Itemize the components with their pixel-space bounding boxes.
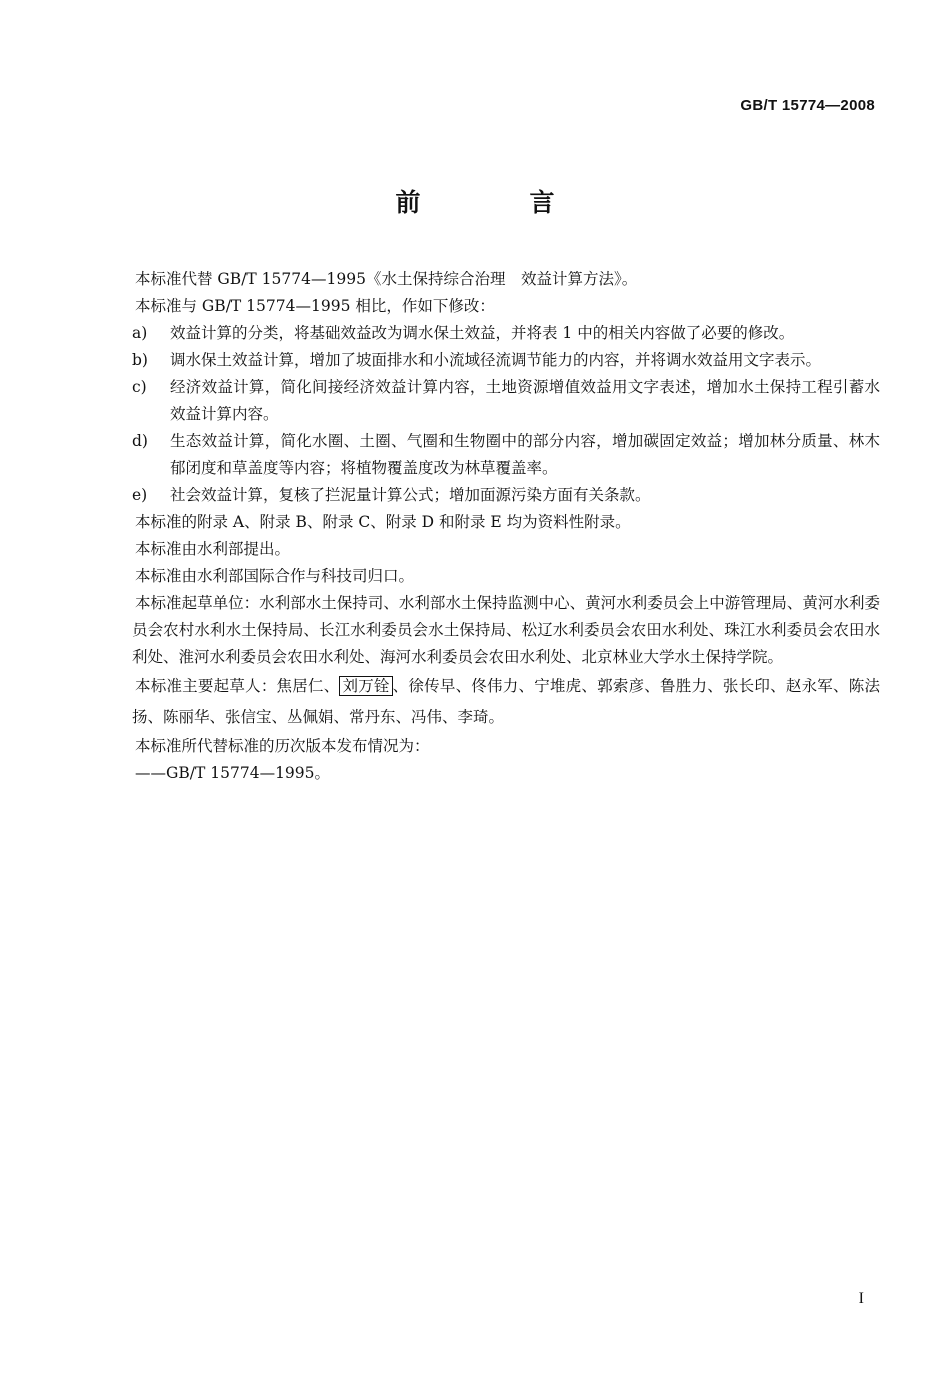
drafting-units: 本标准起草单位：水利部水土保持司、水利部水土保持监测中心、黄河水利委员会上中游管理局、黄河水利委员会农村水利水土保持局、长江水利委员会水土保持局、松辽水利委员会农田水利处、珠江水利委员会农田水利处、淮河水利委员会农田水利处、海河水利委员会农田水利处、北京林业大学水土保持学院。 [132, 594, 880, 666]
change-list [132, 320, 880, 509]
foreword-content [132, 266, 880, 787]
change-item-a [132, 320, 880, 347]
list-marker: c) [132, 378, 147, 396]
drafters-suffix: 、徐传早、佟伟力、宁堆虎、郭索彦、鲁胜力、张长印、赵永军、陈法扬、陈丽华、张信宝、丛佩娟、常丹东、冯伟、李琦。 [132, 677, 880, 726]
appendix-statement: 本标准的附录 A、附录 B、附录 C、附录 D 和附录 E 均为资料性附录。 [135, 513, 631, 531]
change-item-b [132, 347, 880, 374]
list-text: 经济效益计算，简化间接经济效益计算内容，土地资源增值效益用文字表述，增加水土保持工程引蓄水效益计算内容。 [170, 378, 880, 423]
drafters-statement [132, 671, 880, 733]
page-title: 前 言 [395, 188, 597, 217]
list-text: 效益计算的分类，将基础效益改为调水保土效益，并将表 1 中的相关内容做了必要的修改。 [170, 324, 795, 342]
replace-statement: 本标准代替 GB/T 15774—1995《水土保持综合治理 效益计算方法》。 [135, 270, 638, 288]
change-item-d [132, 428, 880, 482]
centralized-statement: 本标准由水利部国际合作与科技司归口。 [135, 567, 415, 585]
list-text: 社会效益计算，复核了拦泥量计算公式；增加面源污染方面有关条款。 [170, 486, 651, 504]
change-item-e [132, 482, 880, 509]
history-title: 本标准所代替标准的历次版本发布情况为： [135, 737, 430, 755]
list-marker: a) [132, 324, 148, 342]
proposer-statement: 本标准由水利部提出。 [135, 540, 291, 558]
comparison-statement: 本标准与 GB/T 15774—1995 相比，作如下修改： [135, 297, 495, 315]
list-text: 生态效益计算，简化水圈、土圈、气圈和生物圈中的部分内容，增加碳固定效益；增加林分质量、林木郁闭度和草盖度等内容；将植物覆盖度改为林草覆盖率。 [170, 432, 880, 477]
list-marker: b) [132, 351, 148, 369]
boxed-name: 刘万铨 [339, 676, 392, 696]
drafters-prefix: 本标准主要起草人：焦居仁、 [135, 677, 340, 695]
page-number: I [858, 1290, 864, 1307]
change-item-c [132, 374, 880, 428]
list-marker: e) [132, 486, 148, 504]
list-marker: d) [132, 432, 148, 450]
list-text: 调水保土效益计算，增加了坡面排水和小流域径流调节能力的内容，并将调水效益用文字表示。 [170, 351, 822, 369]
document-code: GB/T 15774—2008 [740, 97, 875, 114]
history-item: ——GB/T 15774—1995。 [135, 764, 331, 782]
